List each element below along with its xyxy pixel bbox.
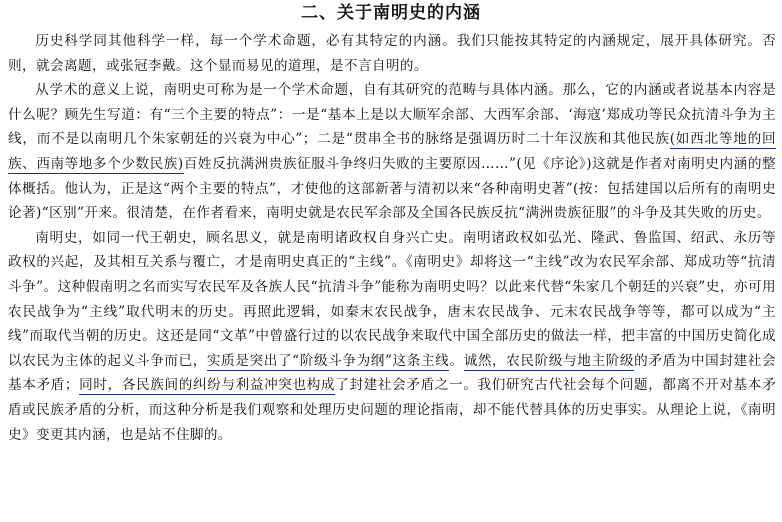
paragraph-3 xyxy=(8,226,776,447)
body-text xyxy=(8,29,776,447)
text-segment: 了封建社会矛盾之一。我们研究古代社会每个问题，都离不开对基本矛盾或民族矛盾的分析，而这种分析是我们观察和处理历史问题的理论指南，却不能代替具体的历史事实。从理论上说，《南明史》变更其内涵，也是站不住脚的。 xyxy=(8,377,777,443)
text-segment: 从学术的意义上说，南明史可称为是一个学术命题，自有其研究的范畴与具体内涵。那么，它的内涵或者说基本内容是什么呢？顾先生写道：有“三个主要的特点”：一是“基本上是以大顺军余部、大西军余部、‘海寇’郑成功等民众抗清斗争为主线，而不是以南明几个朱家朝廷的兴衰为中心”；二是“贯串全书的脉络是强调历时二十年汉族和其他民族 xyxy=(8,82,776,148)
text-segment: 南明史，如同一代王朝史，顾名思义，就是南明诸政权自身兴亡史。南明诸政权如弘光、隆武、鲁监国、绍武、永历等政权的兴起，及其相互关系与覆亡，才是南明史真正的“主线”。《南明史》却将这一“主线”改为农民军余部、郑成功等“抗清斗争”。这种假南明之名而实写农民军及各族人民“抗清斗争”能称为南明史吗？以此来代替“朱家几个朝廷的兴衰”史，亦可用农民战争为“主线”取代明末的历史。再照此逻辑，如秦末农民战争，唐末农民战争、元末农民战争等等，都可以成为“主线”而取代当朝的历史。这还是同“文革”中曾盛行过的以农民战争来取代中国全部历史的做法一样，把丰富的中国历史简化成以农民为主体的起义斗争而已， xyxy=(8,229,776,369)
text-segment: 历史科学同其他科学一样，每一个学术命题，必有其特定的内涵。我们只能按其特定的内涵规定，展开具体研究。否则，就会离题，或张冠李戴。这个显而易见的道理，是不言自明的。 xyxy=(8,33,776,74)
underlined-phrase: (如西北等地的回族、西南等地多个少数民族) xyxy=(8,131,776,172)
section-title: 二、关于南明史的内涵 xyxy=(301,3,481,23)
underlined-phrase: 同时，各民族间的纠纷与利益冲突也构成 xyxy=(78,377,336,394)
paragraph-2 xyxy=(8,78,776,226)
text-segment: 百姓反抗满洲贵族征服斗争终归失败的主要原因……”(见《序论》)这就是作者对南明史内涵的整体概括。他认为，正是这“两个主要的特点”，才使他的这部新著与清初以来“各种南明史著”(按：包括建国以后所有的南明史论著)“区别”开来。很清楚，在作者看来，南明史就是农民军余部及全国各民族反抗“满洲贵族征服”的斗争及其失败的历史。 xyxy=(8,155,776,222)
text-segment: 。 xyxy=(449,352,464,369)
underlined-phrase: 实质是突出了“阶级斗争为纲”这条主线 xyxy=(206,352,450,369)
text-segment: 的矛盾为中国封建社会基本矛盾； xyxy=(8,352,776,394)
underlined-phrase: 诚然，农民阶级与地主阶级 xyxy=(463,352,635,369)
paragraph-1 xyxy=(8,29,776,78)
